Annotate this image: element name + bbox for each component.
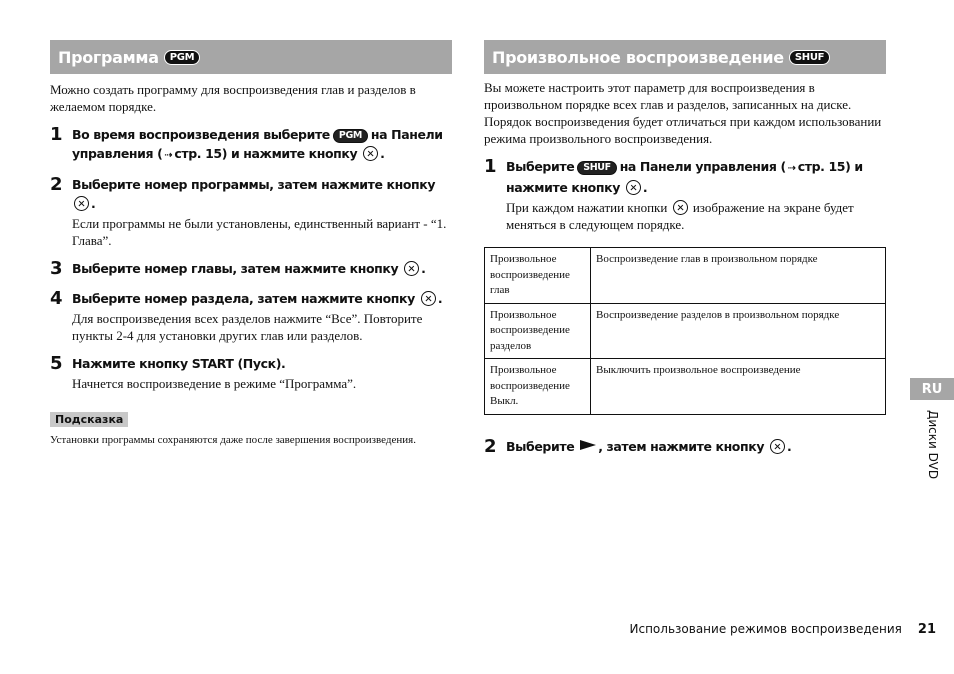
table-row [485, 248, 886, 304]
program-section [50, 40, 452, 448]
page-footer [630, 622, 936, 637]
mode-cell: Произвольное воспроизведение Выкл. [485, 359, 591, 415]
arrow-ref-icon: ⇢ [164, 150, 173, 161]
hint-label: Подсказка [50, 412, 128, 427]
step-title: Выберите номер раздела, затем нажмите кнопку . [72, 291, 443, 306]
shuffle-intro: Вы можете настроить этот параметр для воспроизведения в произвольном порядке всех глав и разделов, записанных на диске. Порядок воспроизведения будет отличаться при каждом использовании режима произвольного воспроизведения. [484, 80, 882, 146]
shuf-icon: SHUF [789, 50, 830, 65]
step-note: Если программы не были установлены, единственный вариант - “1. Глава”. [72, 216, 447, 248]
step-number: 2 [484, 435, 497, 457]
program-step-2 [50, 175, 452, 249]
step-title: Нажмите кнопку START (Пуск). [72, 356, 286, 371]
cross-button-icon [770, 439, 785, 454]
program-step-4 [50, 289, 452, 344]
program-title: Программа [58, 47, 159, 67]
cross-button-icon [673, 200, 688, 215]
step-title: Выберите номер программы, затем нажмите кнопку . [72, 177, 436, 211]
step-note: При каждом нажатии кнопки изображение на экране будет меняться в следующем порядке. [506, 200, 854, 232]
cross-button-icon [363, 146, 378, 161]
shuffle-step-2 [484, 437, 886, 457]
step-number: 1 [484, 156, 497, 177]
pgm-icon: PGM [164, 50, 201, 65]
step-number: 3 [50, 258, 63, 279]
shuffle-step-1 [484, 157, 886, 233]
shuffle-section [484, 40, 886, 457]
cross-button-icon [421, 291, 436, 306]
arrow-ref-icon: ⇢ [787, 163, 796, 174]
mode-cell: Произвольное воспроизведение разделов [485, 303, 591, 359]
footer-text: Использование режимов воспроизведения [629, 622, 902, 636]
language-tab: RU [910, 378, 954, 400]
hint-text: Установки программы сохраняются даже после завершения воспроизведения. [50, 434, 416, 446]
pgm-icon: PGM [333, 129, 368, 143]
step-title: Выберите номер главы, затем нажмите кнопку . [72, 261, 426, 276]
program-step-3 [50, 259, 452, 279]
step-title: Выберите , затем нажмите кнопку . [506, 438, 792, 454]
program-intro: Можно создать программу для воспроизведения глав и разделов в желаемом порядке. [50, 82, 416, 114]
desc-cell: Выключить произвольное воспроизведение [591, 359, 886, 415]
step-number: 2 [50, 174, 63, 195]
play-icon [580, 440, 596, 450]
program-step-5 [50, 354, 452, 392]
step-note: Начнется воспроизведение в режиме “Программа”. [72, 376, 357, 391]
page-number: 21 [917, 622, 936, 637]
table-row [485, 303, 886, 359]
shuffle-header [484, 40, 886, 74]
mode-cell: Произвольное воспроизведение глав [485, 248, 591, 304]
cross-button-icon [74, 196, 89, 211]
shuf-icon: SHUF [577, 161, 616, 175]
program-step-1 [50, 125, 452, 165]
step-number: 4 [50, 288, 63, 309]
step-number: 1 [50, 124, 63, 145]
cross-button-icon [404, 261, 419, 276]
desc-cell: Воспроизведение разделов в произвольном порядке [591, 303, 886, 359]
step-title: Выберите SHUF на Панели управления ( ⇢ стр. 15) и нажмите кнопку . [506, 159, 863, 195]
section-side-label: Диски DVD [926, 410, 940, 480]
desc-cell: Воспроизведение глав в произвольном порядке [591, 248, 886, 304]
shuffle-modes-table [484, 247, 886, 415]
step-note: Для воспроизведения всех разделов нажмите “Все”. Повторите пункты 2-4 для установки других глав или разделов. [72, 311, 423, 343]
program-header [50, 40, 452, 74]
step-number: 5 [50, 353, 63, 374]
shuffle-title: Произвольное воспроизведение [492, 47, 784, 67]
table-row [485, 359, 886, 415]
cross-button-icon [626, 180, 641, 195]
step-title: Во время воспроизведения выберите PGM на Панели управления ( ⇢ стр. 15) и нажмите кнопку . [72, 127, 443, 161]
